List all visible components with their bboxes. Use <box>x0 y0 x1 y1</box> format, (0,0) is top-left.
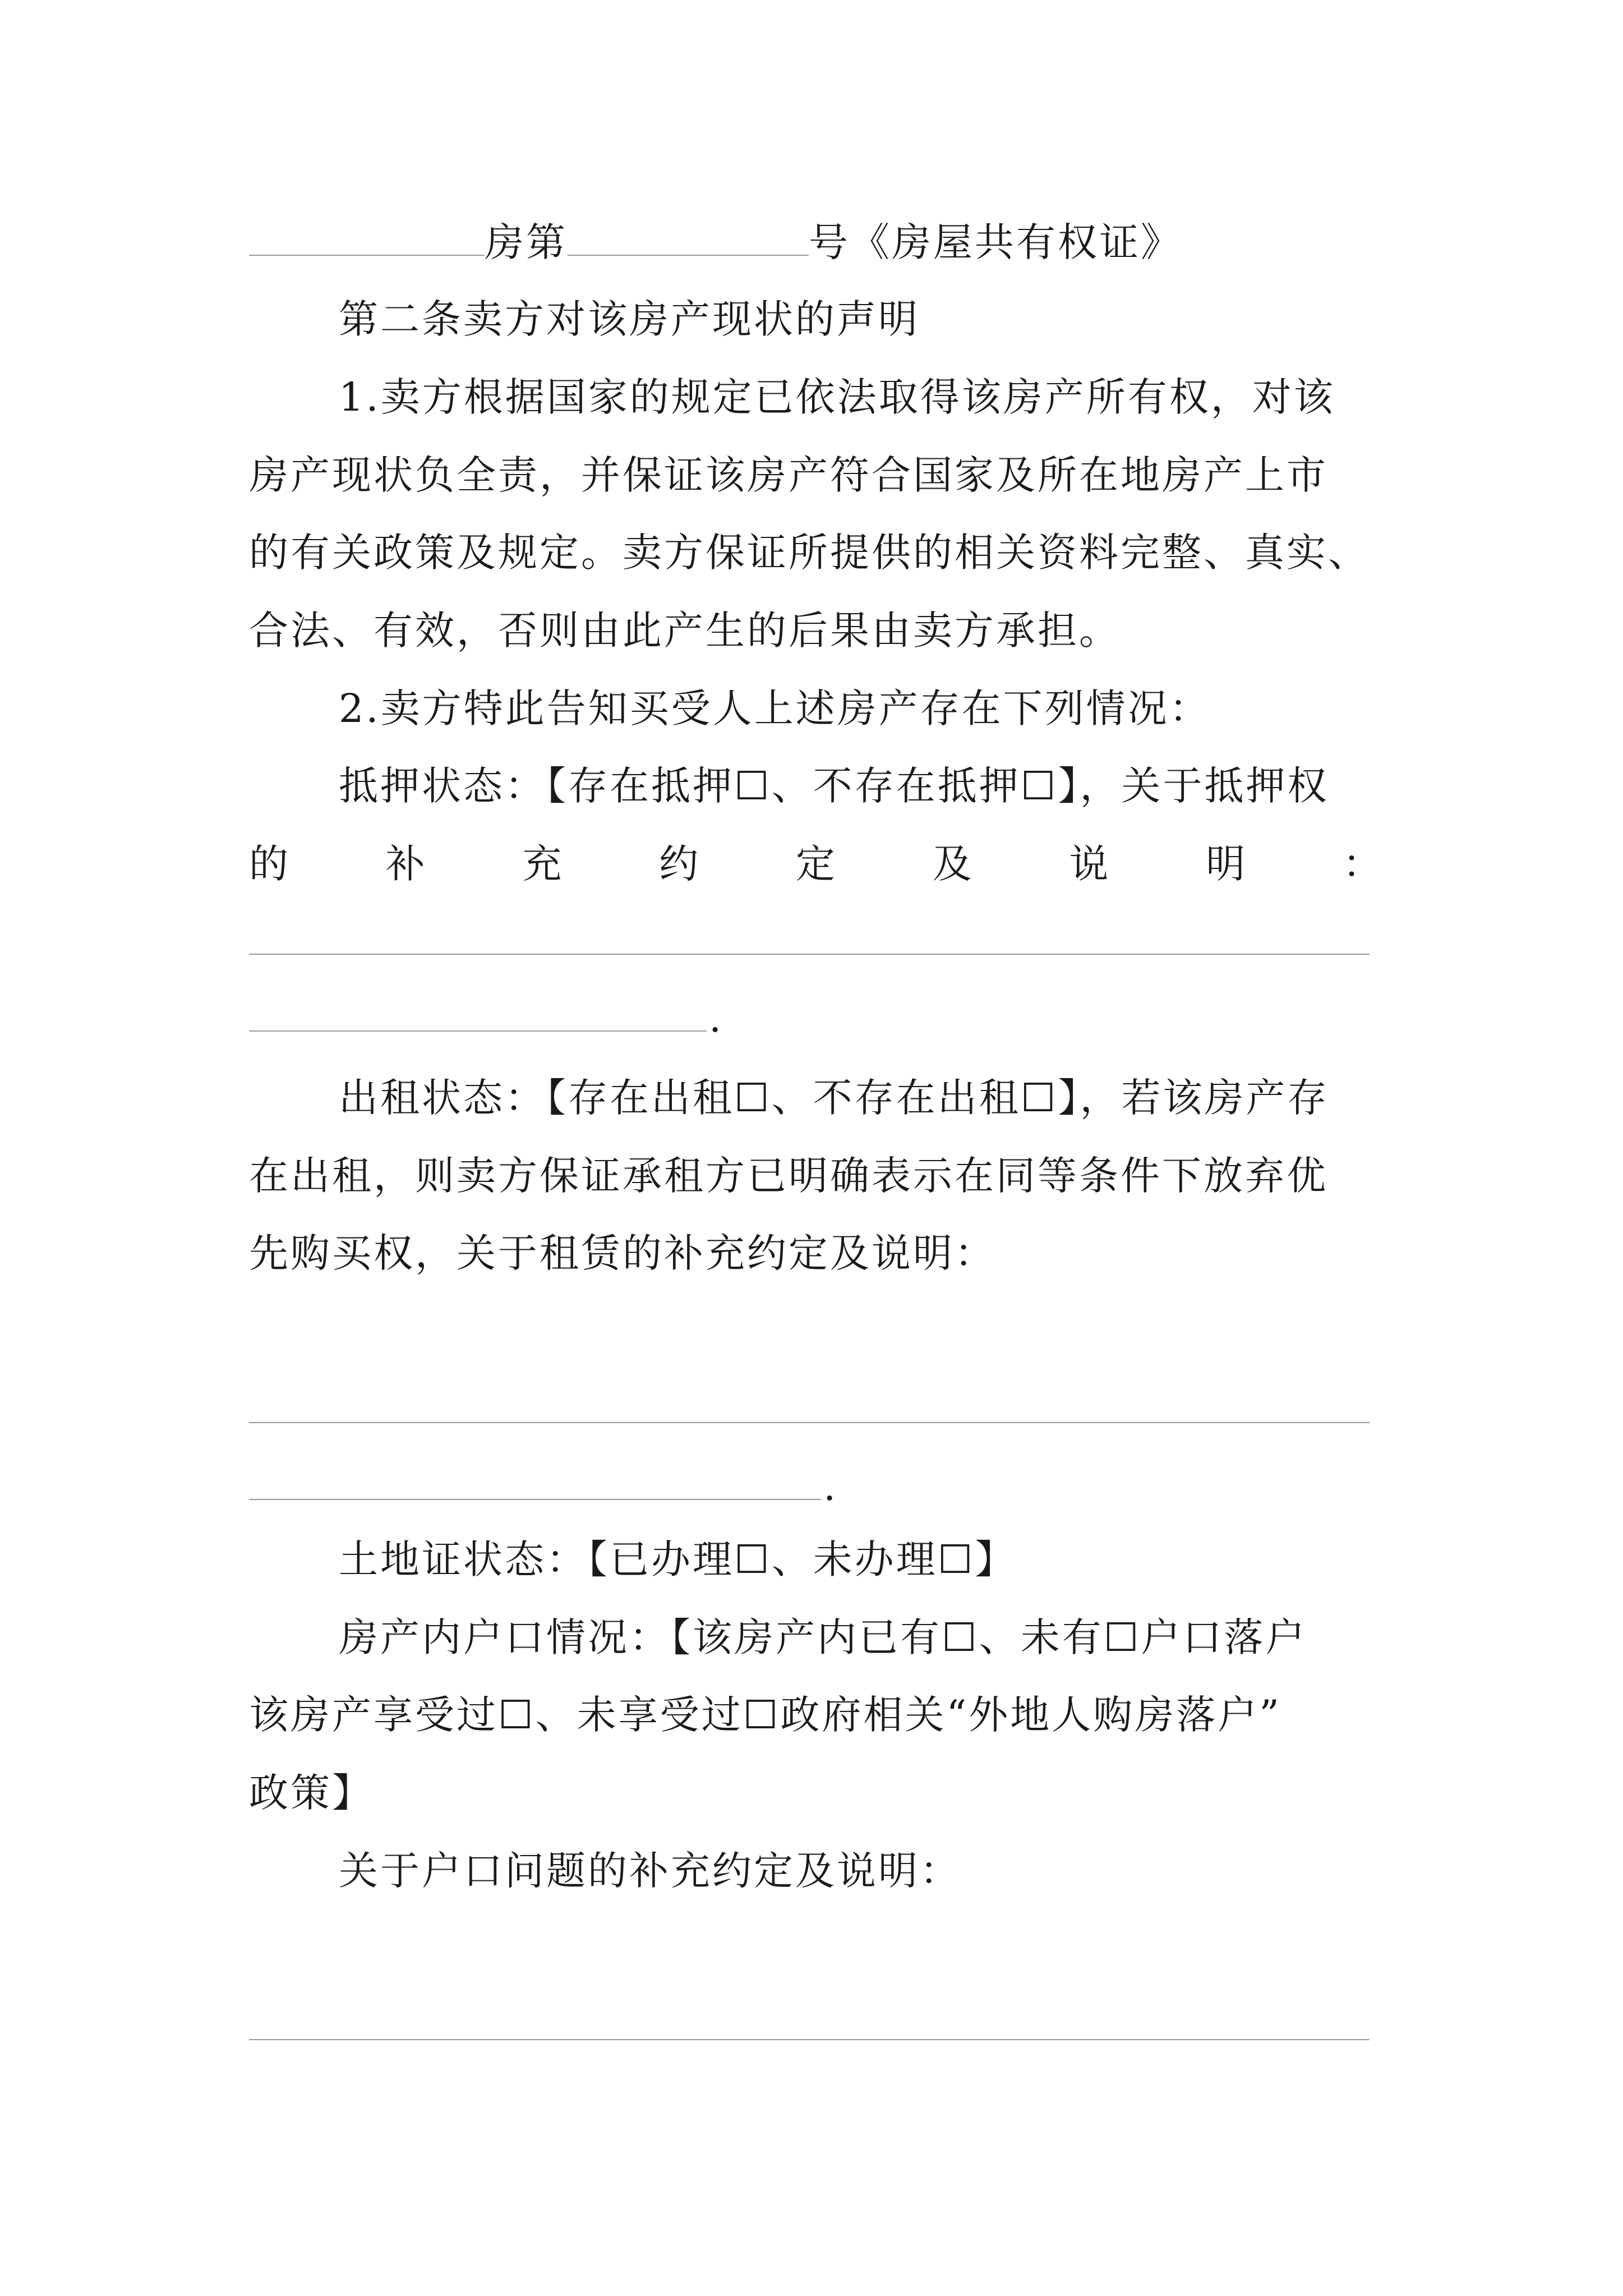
lease-blank-line2[interactable] <box>249 1499 821 1500</box>
mortgage-char: 明 <box>1206 841 1246 887</box>
clause2-line: 2.卖方特此告知买受人上述房产存在下列情况： <box>339 685 1211 731</box>
mortgage-char: ： <box>1343 841 1382 887</box>
mortgage-char: 的 <box>249 841 288 887</box>
mortgage-status-line1: 抵押状态：【存在抵押☐、不存在抵押☐】，关于抵押权 <box>339 763 1329 809</box>
certificate-end-text: 号《房屋共有权证》 <box>809 219 1182 265</box>
lease-status-line1: 出租状态：【存在出租☐、不存在出租☐】，若该房产存 <box>339 1075 1329 1121</box>
clause1-line2: 房产现状负全责，并保证该房产符合国家及所在地房产上市 <box>249 452 1328 498</box>
mortgage-blank-line2[interactable] <box>249 1030 707 1032</box>
lease-status-line2: 在出租，则卖方保证承租方已明确表示在同等条件下放弃优 <box>249 1153 1328 1199</box>
hukou-line2: 该房产享受过☐、未享受过☐政府相关“外地人购房落户” <box>249 1692 1282 1738</box>
mortgage-status-line2 <box>249 841 1382 887</box>
mortgage-blank-line1[interactable] <box>249 954 1370 955</box>
mortgage-char: 补 <box>385 841 425 887</box>
clause1-line4: 合法、有效，否则由此产生的后果由卖方承担。 <box>249 608 1121 654</box>
clause1-line3: 的有关政策及规定。卖方保证所提供的相关资料完整、真实、 <box>249 530 1370 576</box>
clause1-line1: 1.卖方根据国家的规定已依法取得该房产所有权，对该 <box>339 374 1335 420</box>
mortgage-char: 约 <box>659 841 699 887</box>
hukou-line1: 房产内户口情况：【该房产内已有☐、未有☐户口落户 <box>339 1614 1307 1660</box>
mortgage-char: 定 <box>796 841 835 887</box>
mortgage-char: 充 <box>522 841 562 887</box>
certificate-line <box>249 219 1182 265</box>
mortgage-char: 及 <box>932 841 972 887</box>
hukou-note: 关于户口问题的补充约定及说明： <box>339 1848 961 1894</box>
blank-field[interactable] <box>568 222 809 256</box>
article-title: 第二条卖方对该房产现状的声明 <box>339 296 920 342</box>
mortgage-char: 说 <box>1069 841 1109 887</box>
lease-status-line3: 先购买权，关于租赁的补充约定及说明： <box>249 1230 996 1276</box>
hukou-line3: 政策】 <box>249 1770 374 1816</box>
land-cert-status: 土地证状态：【已办理☐、未办理☐】 <box>339 1536 1017 1582</box>
certificate-middle-text: 房第 <box>485 219 568 265</box>
mortgage-end-mark: . <box>709 995 722 1041</box>
blank-field[interactable] <box>249 222 485 256</box>
lease-blank-line1[interactable] <box>249 1422 1370 1423</box>
hukou-blank-line[interactable] <box>249 2039 1370 2040</box>
lease-end-mark: . <box>823 1464 836 1510</box>
